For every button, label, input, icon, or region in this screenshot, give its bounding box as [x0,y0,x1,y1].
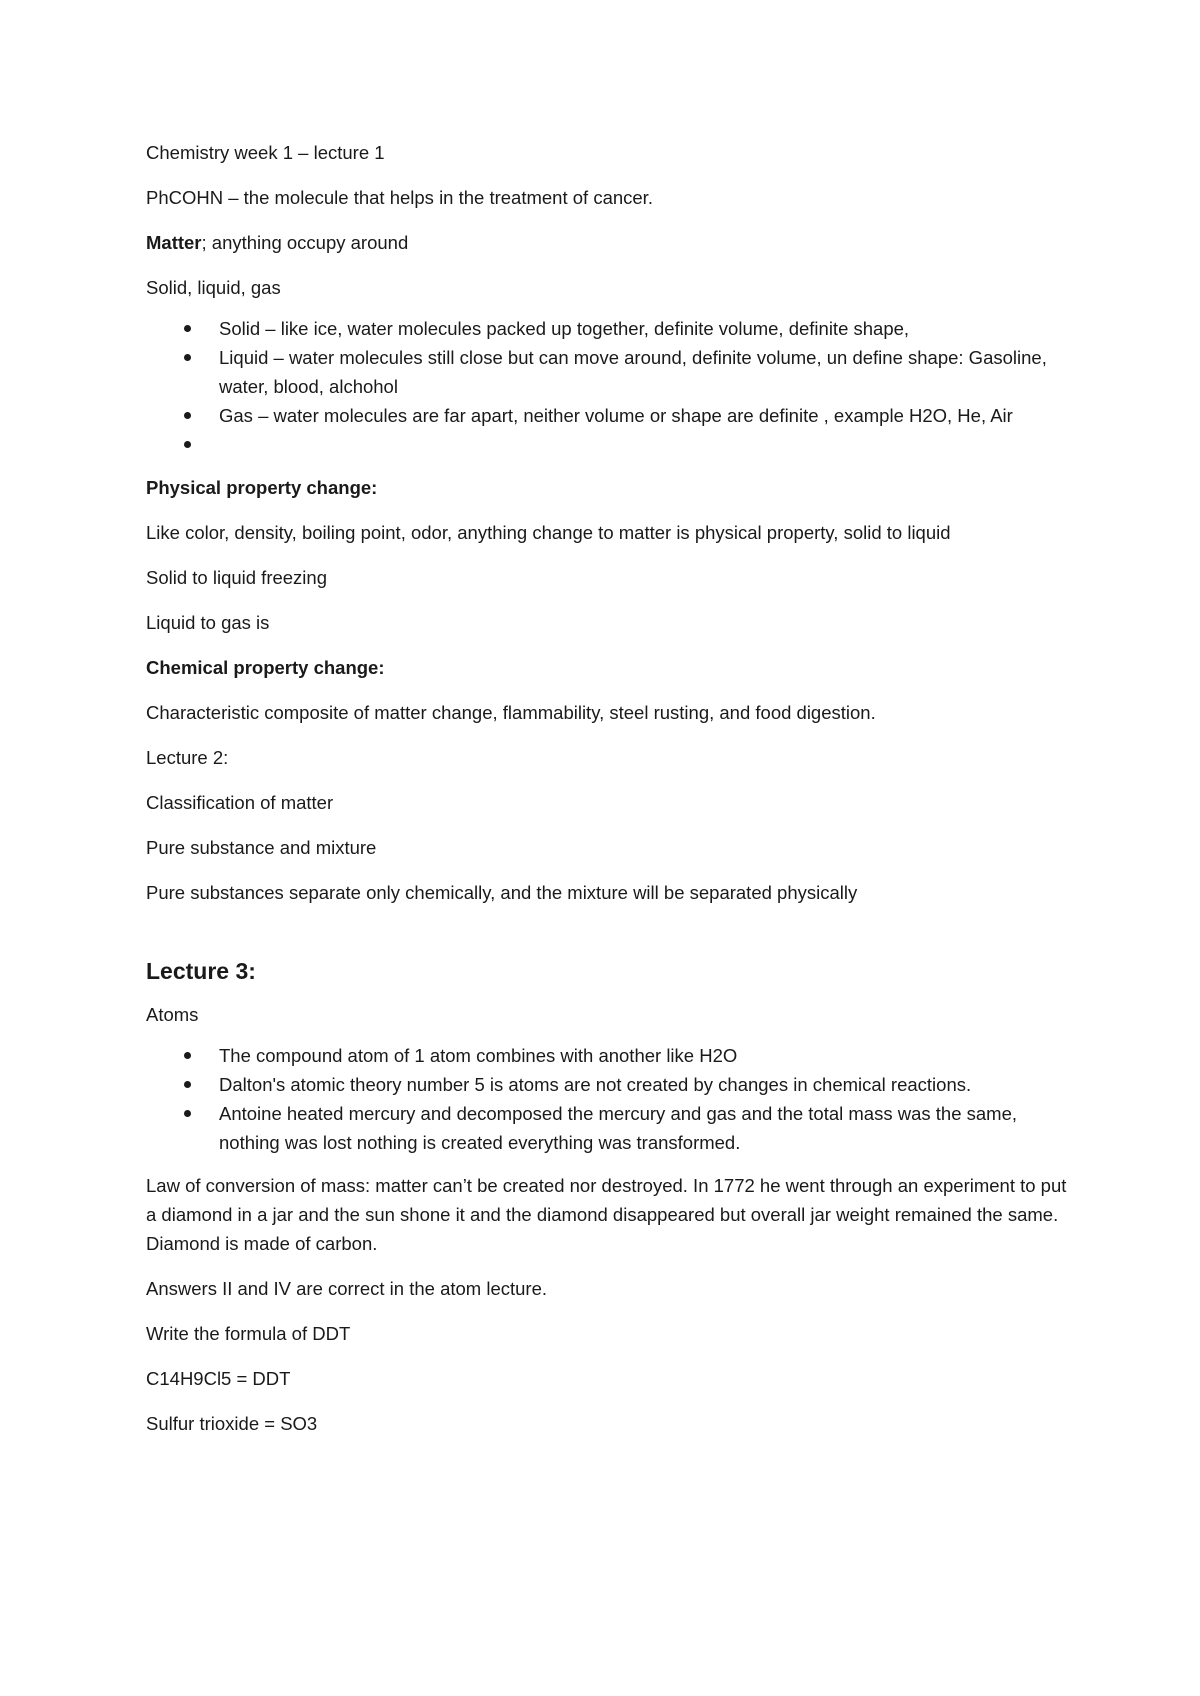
bullet-icon [184,441,191,448]
law-paragraph: Law of conversion of mass: matter can’t be created nor destroyed. In 1772 he went through an experiment to put a diamond in a jar and the sun shone it and the diamond disappeared but overall jar weight remained the same. Diamond is made of carbon. [146,1175,1067,1254]
phcohn-line: PhCOHN – the molecule that helps in the treatment of cancer. [146,187,653,208]
atoms-list [146,1041,1076,1157]
bullet-icon [184,325,191,332]
classification-line: Classification of matter [146,792,334,813]
list-item [146,430,1076,459]
liquid-gas-line: Liquid to gas is [146,612,270,633]
list-item-text: The compound atom of 1 atom combines with another like H2O [219,1045,738,1066]
bullet-icon [184,1081,191,1088]
bullet-icon [184,1052,191,1059]
atoms-line: Atoms [146,1004,199,1025]
solid-liquid-line: Solid to liquid freezing [146,567,327,588]
list-item [146,1070,1076,1099]
physical-heading: Physical property change: [146,477,378,498]
list-item-text: Liquid – water molecules still close but can move around, definite volume, un define shape: Gasoline, water, blood, alchohol [219,347,1047,397]
list-item-text: Antoine heated mercury and decomposed the mercury and gas and the total mass was the same, nothing was lost nothing is created everything was transformed. [219,1103,1018,1153]
document-page [146,138,1076,1454]
ddt-answer: C14H9Cl5 = DDT [146,1368,291,1389]
states-line: Solid, liquid, gas [146,277,281,298]
sulfur-line: Sulfur trioxide = SO3 [146,1413,318,1434]
chemical-heading: Chemical property change: [146,657,385,678]
doc-title: Chemistry week 1 – lecture 1 [146,142,385,163]
list-item-text: Solid – like ice, water molecules packed up together, definite volume, definite shape, [219,318,910,339]
pure-mixture-line: Pure substance and mixture [146,837,377,858]
bullet-icon [184,412,191,419]
list-item [146,1099,1076,1157]
answers-line: Answers II and IV are correct in the atom lecture. [146,1278,548,1299]
list-item [146,401,1076,430]
lecture2-heading: Lecture 2: [146,747,229,768]
matter-line [146,228,1076,257]
physical-text: Like color, density, boiling point, odor, anything change to matter is physical property, solid to liquid [146,522,951,543]
list-item [146,1041,1076,1070]
list-item-text: Gas – water molecules are far apart, neither volume or shape are definite , example H2O, He, Air [219,405,1013,426]
list-item [146,343,1076,401]
states-list [146,314,1076,459]
bullet-icon [184,1110,191,1117]
ddt-question: Write the formula of DDT [146,1323,351,1344]
bullet-icon [184,354,191,361]
lecture3-heading: Lecture 3: [146,958,256,984]
matter-term: Matter [146,232,202,253]
list-item-text: Dalton's atomic theory number 5 is atoms are not created by changes in chemical reactions. [219,1074,972,1095]
chemical-text: Characteristic composite of matter change, flammability, steel rusting, and food digestion. [146,702,876,723]
pure-separation-line: Pure substances separate only chemically, and the mixture will be separated physically [146,882,858,903]
list-item [146,314,1076,343]
matter-definition: ; anything occupy around [201,232,409,253]
